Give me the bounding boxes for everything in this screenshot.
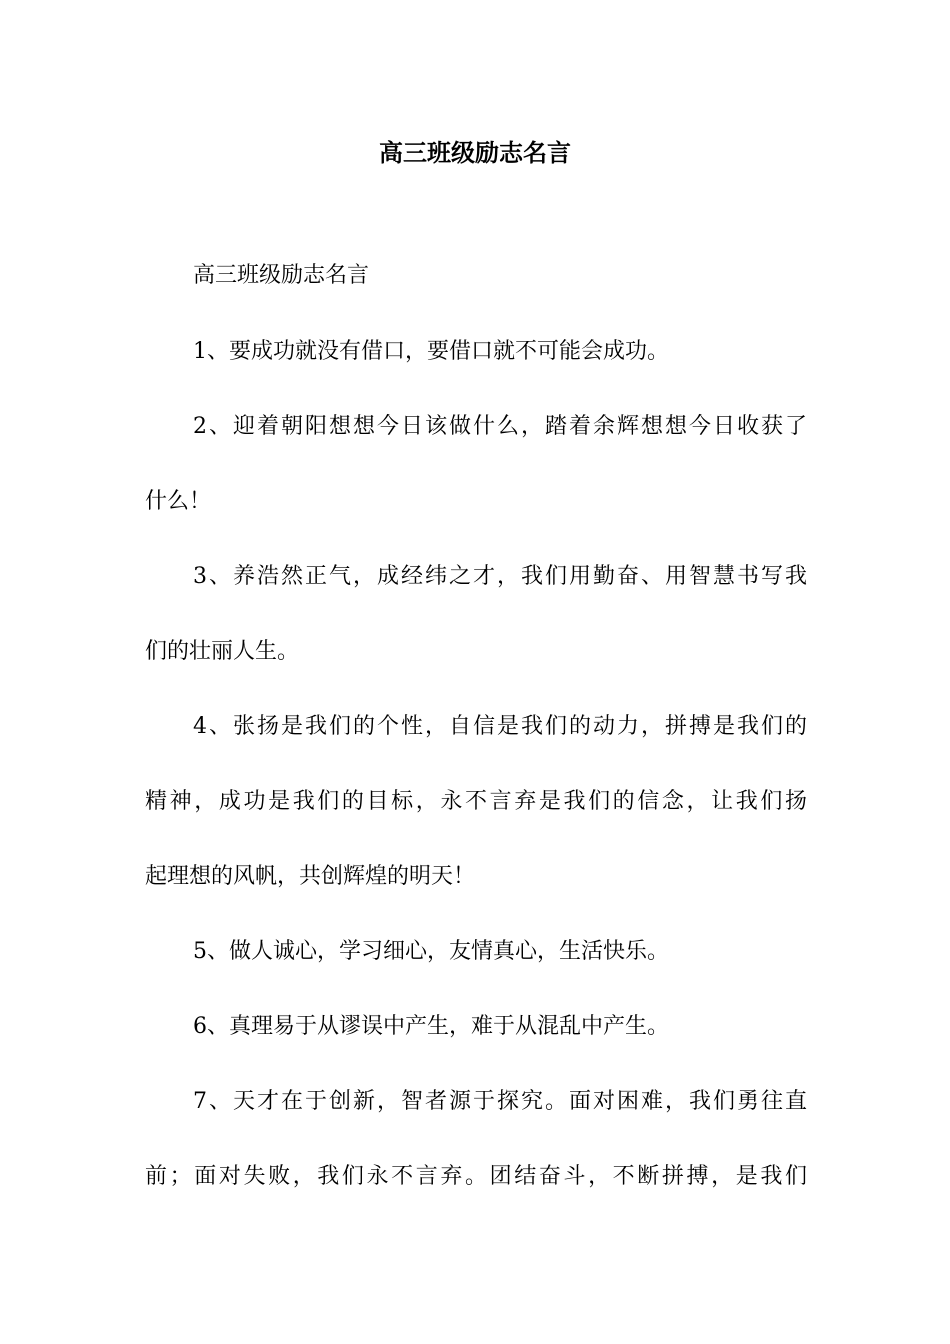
quote-line-7b: 前；面对失败，我们永不言弃。团结奋斗，不断拼搏，是我们 <box>145 1164 807 1189</box>
quote-line-4b: 精神，成功是我们的目标，永不言弃是我们的信念，让我们扬 <box>145 789 807 814</box>
quote-line-1: 1、要成功就没有借口，要借口就不可能会成功。 <box>193 339 669 364</box>
quote-line-7a: 7、天才在于创新，智者源于探究。面对困难，我们勇往直 <box>193 1089 807 1114</box>
quote-line-6: 6、真理易于从谬误中产生，难于从混乱中产生。 <box>193 1014 669 1039</box>
quote-line-3a: 3、养浩然正气，成经纬之才，我们用勤奋、用智慧书写我 <box>193 564 807 589</box>
quote-line-4a: 4、张扬是我们的个性，自信是我们的动力，拼搏是我们的 <box>193 714 807 739</box>
quote-line-5: 5、做人诚心，学习细心，友情真心，生活快乐。 <box>193 939 669 964</box>
quote-line-2b: 什么！ <box>145 489 212 514</box>
quote-line-2a: 2、迎着朝阳想想今日该做什么，踏着余辉想想今日收获了 <box>193 414 807 439</box>
quote-line-3b: 们的壮丽人生。 <box>145 639 300 664</box>
section-heading: 高三班级励志名言 <box>193 263 370 288</box>
quote-line-4c: 起理想的风帆，共创辉煌的明天！ <box>145 864 476 889</box>
document-title: 高三班级励志名言 <box>379 138 571 167</box>
